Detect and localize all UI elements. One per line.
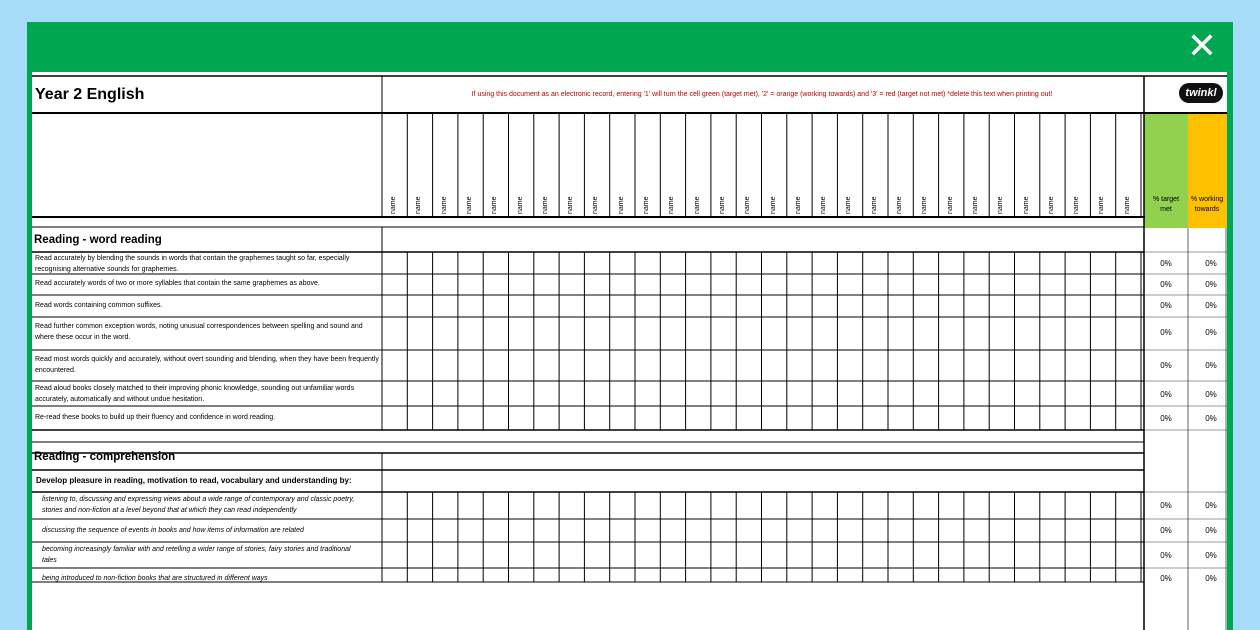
instructions-notice: If using this document as an electronic record, entering '1' will turn the cell green (target met), '2' = orange (working towards) and '3' = red (target not met) *delete this text when printing out! bbox=[471, 91, 1053, 98]
pct-target-met: 0% bbox=[1160, 390, 1172, 399]
student-name-header[interactable]: name bbox=[693, 196, 701, 214]
objective-row-text: Read further common exception words, noting unusual correspondences between spelling and sound and where these occur in the word. bbox=[35, 323, 363, 341]
pct-target-met: 0% bbox=[1160, 551, 1172, 560]
pct-working-towards: 0% bbox=[1205, 328, 1217, 337]
pct-working-towards: 0% bbox=[1205, 414, 1217, 423]
student-name-header[interactable]: name bbox=[668, 196, 676, 214]
spreadsheet bbox=[32, 72, 1227, 630]
student-name-header[interactable]: name bbox=[744, 196, 752, 214]
student-name-header[interactable]: name bbox=[415, 196, 423, 214]
objective-row-text: being introduced to non-fiction books that are structured in different ways bbox=[42, 575, 268, 582]
student-name-header[interactable]: name bbox=[1022, 196, 1030, 214]
student-name-header[interactable]: name bbox=[1123, 196, 1131, 214]
page-title: Year 2 English bbox=[35, 86, 145, 103]
student-name-header[interactable]: name bbox=[440, 196, 448, 214]
student-name-header[interactable]: name bbox=[769, 196, 777, 214]
student-name-header[interactable]: name bbox=[921, 196, 929, 214]
objective-row-text: becoming increasingly familiar with and retelling a wider range of stories, fairy stories and traditional tales bbox=[42, 546, 351, 564]
student-name-header[interactable]: name bbox=[541, 196, 549, 214]
student-name-header[interactable]: name bbox=[971, 196, 979, 214]
pct-target-met: 0% bbox=[1160, 501, 1172, 510]
student-name-header[interactable]: name bbox=[567, 196, 575, 214]
student-name-header[interactable]: name bbox=[592, 196, 600, 214]
student-name-header[interactable]: name bbox=[718, 196, 726, 214]
pct-target-met: 0% bbox=[1160, 259, 1172, 268]
student-name-header[interactable]: name bbox=[465, 196, 473, 214]
pct-working-towards: 0% bbox=[1205, 280, 1217, 289]
objective-row-text: listening to, discussing and expressing views about a wide range of contemporary and classic poetry, stories and non-fiction at a level beyond that at which they can read independently bbox=[42, 496, 355, 514]
pct-target-met: 0% bbox=[1160, 414, 1172, 423]
objective-row-text: Read accurately by blending the sounds in words that contain the graphemes taught so far, especially recognising alternative sounds for graphemes. bbox=[35, 255, 350, 273]
pct-working-towards: 0% bbox=[1205, 259, 1217, 268]
objective-row-text: Read most words quickly and accurately, without overt sounding and blending, when they have been frequently encountered. bbox=[35, 356, 379, 374]
col-header-working: % working towards bbox=[1190, 196, 1224, 213]
student-name-header[interactable]: name bbox=[820, 196, 828, 214]
student-name-header[interactable]: name bbox=[516, 196, 524, 214]
student-name-header[interactable]: name bbox=[390, 196, 397, 214]
objective-row-text: Read words containing common suffixes. bbox=[35, 302, 163, 309]
student-name-header[interactable]: name bbox=[1073, 196, 1081, 214]
pct-working-towards: 0% bbox=[1205, 501, 1217, 510]
pct-target-met: 0% bbox=[1160, 574, 1172, 583]
student-name-header[interactable]: name bbox=[1098, 196, 1106, 214]
twinkl-logo: twinkl bbox=[1179, 83, 1223, 103]
pct-working-towards: 0% bbox=[1205, 574, 1217, 583]
student-name-header[interactable]: name bbox=[1047, 196, 1055, 214]
pct-working-towards: 0% bbox=[1205, 526, 1217, 535]
pct-working-towards: 0% bbox=[1205, 361, 1217, 370]
objective-row-text: discussing the sequence of events in books and how items of information are related bbox=[42, 527, 304, 534]
student-name-header[interactable]: name bbox=[617, 196, 625, 214]
student-name-header[interactable]: name bbox=[896, 196, 903, 214]
col-header-target: % target met bbox=[1152, 196, 1180, 213]
pct-working-towards: 0% bbox=[1205, 390, 1217, 399]
pct-target-met: 0% bbox=[1160, 361, 1172, 370]
objective-row-text: Read aloud books closely matched to their improving phonic knowledge, sounding out unfamiliar words accurately, automatically and without undue hesitation. bbox=[35, 385, 355, 403]
pct-working-towards: 0% bbox=[1205, 301, 1217, 310]
student-name-header[interactable]: name bbox=[997, 196, 1005, 214]
pct-target-met: 0% bbox=[1160, 280, 1172, 289]
comprehension-subheading: Develop pleasure in reading, motivation to read, vocabulary and understanding by: bbox=[36, 476, 352, 485]
pct-target-met: 0% bbox=[1160, 526, 1172, 535]
student-name-header[interactable]: name bbox=[643, 196, 650, 214]
student-name-header[interactable]: name bbox=[870, 196, 878, 214]
student-name-header[interactable]: name bbox=[491, 196, 499, 214]
close-icon[interactable]: ✕ bbox=[1186, 26, 1218, 67]
objective-row-text: Read accurately words of two or more syllables that contain the same graphemes as above. bbox=[35, 280, 320, 287]
section-title-comprehension: Reading - comprehension bbox=[34, 451, 176, 463]
student-name-header[interactable]: name bbox=[794, 196, 802, 214]
pct-target-met: 0% bbox=[1160, 301, 1172, 310]
section-title-word-reading: Reading - word reading bbox=[34, 234, 162, 246]
student-name-header[interactable]: name bbox=[946, 196, 954, 214]
pct-working-towards: 0% bbox=[1205, 551, 1217, 560]
pct-target-met: 0% bbox=[1160, 328, 1172, 337]
objective-row-text: Re-read these books to build up their fluency and confidence in word reading. bbox=[35, 414, 276, 421]
student-name-header[interactable]: name bbox=[845, 196, 853, 214]
